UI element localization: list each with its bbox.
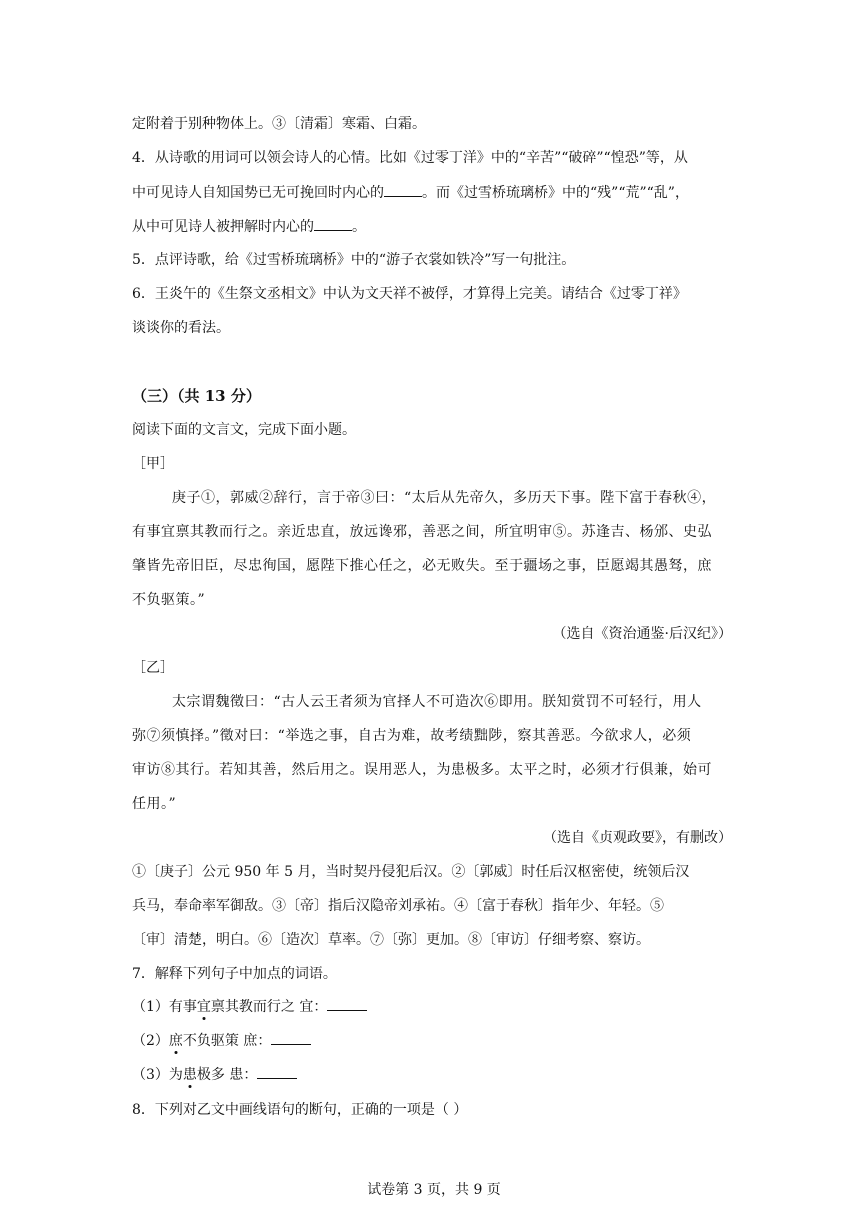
answer-blank <box>257 1064 297 1079</box>
annotation-line: 兵马，奉命率军御敌。③〔帝〕指后汉隐帝刘承祐。④〔富于春秋〕指年少、年轻。⑤ <box>132 898 664 914</box>
question-4-text: 。 <box>352 219 366 235</box>
question-5: 5．点评诗歌，给《过雪桥琉璃桥》中的“游子衣裳如铁冷”写一句批注。 <box>132 252 576 268</box>
page-footer: 试卷第 3 页，共 9 页 <box>367 1182 501 1198</box>
passage-yi-line: 任用。” <box>132 796 177 812</box>
passage-source: （选自《贞观政要》，有删改） <box>543 830 732 846</box>
item-text: （2） <box>132 1033 169 1049</box>
section-instruction: 阅读下面的文言文，完成下面小题。 <box>132 422 356 438</box>
answer-blank <box>384 182 422 197</box>
item-text: （1）有事 <box>132 999 197 1015</box>
passage-jia-line: 有事宜禀其教而行之。亲近忠直，放远谗邪，善恶之间，所宜明审⑤。苏逢吉、杨邠、史弘 <box>132 524 712 540</box>
question-7: 7．解释下列句子中加点的词语。 <box>132 966 337 982</box>
dotted-word: 患 <box>182 1067 197 1083</box>
passage-jia-line: 不负驱策。” <box>132 592 206 608</box>
section-heading: （三）（共 13 分） <box>132 387 261 405</box>
dotted-word: 庶 <box>168 1033 183 1049</box>
question-4-text: 从中可见诗人被押解时内心的 <box>132 219 314 235</box>
question-6-line-2: 谈谈你的看法。 <box>132 320 230 336</box>
item-text: （3）为 <box>132 1067 183 1083</box>
question-7-item-3 <box>132 1064 297 1085</box>
annotation-line: ①〔庚子〕公元 950 年 5 月，当时契丹侵犯后汉。②〔郭威〕时任后汉枢密使，统领后汉 <box>132 864 690 880</box>
question-6-line-1: 6．王炎午的《生祭文丞相文》中认为文天祥不被俘，才算得上完美。请结合《过零丁祥》 <box>132 286 687 302</box>
question-4-line-2 <box>132 182 689 203</box>
answer-blank <box>327 996 367 1011</box>
passage-label-yi: ［乙］ <box>132 660 174 676</box>
text-line: 定附着于别种物体上。③〔清霜〕寒霜、白霜。 <box>132 116 426 132</box>
passage-yi-line: 审访⑧其行。若知其善，然后用之。误用恶人，为患极多。太平之时，必须才行俱兼，始可 <box>132 762 712 778</box>
item-text: 不负驱策 庶： <box>182 1033 272 1049</box>
dotted-word: 宜 <box>196 999 211 1015</box>
annotation-line: 〔审〕清楚，明白。⑥〔造次〕草率。⑦〔弥〕更加。⑧〔审访〕仔细考察、察访。 <box>132 932 650 948</box>
passage-source: （选自《资治通鉴·后汉纪》） <box>552 626 732 642</box>
question-4-line-1: 4．从诗歌的用词可以领会诗人的心情。比如《过零丁洋》中的“辛苦”“破碎”“惶恐”等，从 <box>132 150 688 166</box>
question-8: 8．下列对乙文中画线语句的断句，正确的一项是（ ） <box>132 1102 468 1118</box>
item-text: 极多 患： <box>196 1067 258 1083</box>
question-4-text: 。而《过雪桥琉璃桥》中的“残”“荒”“乱”， <box>422 185 689 201</box>
answer-blank <box>271 1030 311 1045</box>
passage-label-jia: ［甲］ <box>132 456 174 472</box>
item-text: 禀其教而行之 宜： <box>210 999 328 1015</box>
question-4-text: 中可见诗人自知国势已无可挽回时内心的 <box>132 185 384 201</box>
question-7-item-2 <box>132 1030 311 1051</box>
passage-yi-line: 太宗谓魏徵曰：“古人云王者须为官择人不可造次⑥即用。朕知赏罚不可轻行，用人 <box>172 694 702 710</box>
question-4-line-3 <box>132 216 366 237</box>
question-7-item-1 <box>132 996 367 1017</box>
passage-jia-line: 肇皆先帝旧臣，尽忠徇国，愿陛下推心任之，必无败失。至于疆场之事，臣愿竭其愚驽，庶 <box>132 558 712 574</box>
answer-blank <box>314 216 352 231</box>
passage-yi-line: 弥⑦须慎择。”徵对曰：“举选之事，自古为难，故考绩黜陟，察其善恶。今欲求人，必须 <box>132 728 692 744</box>
passage-jia-line: 庚子①，郭威②辞行，言于帝③曰：“太后从先帝久，多历天下事。陛下富于春秋④， <box>172 490 717 506</box>
